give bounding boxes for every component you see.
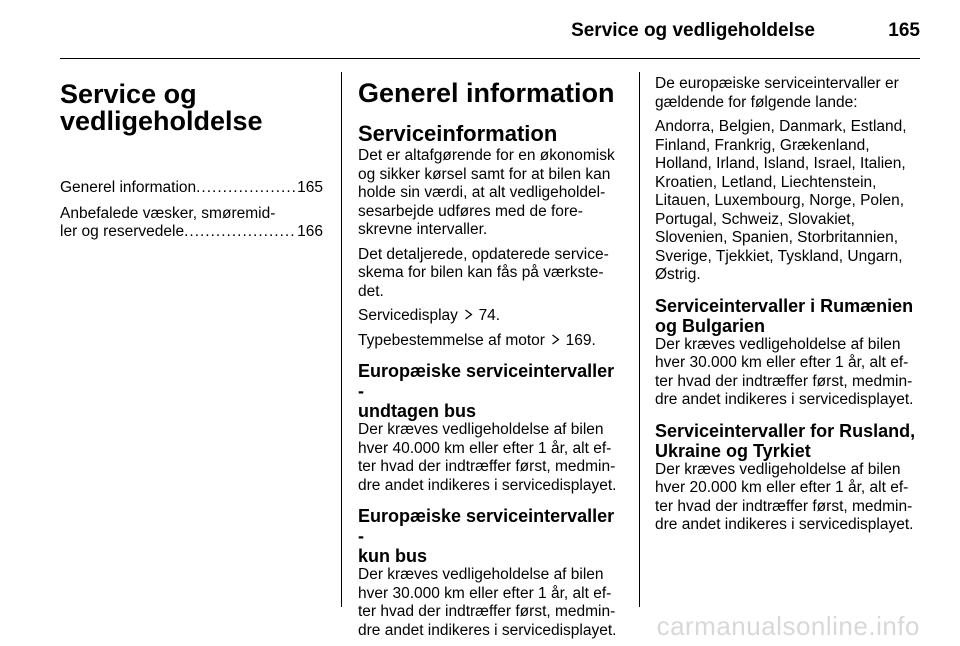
text-line: sesarbejde udføres med de fore-: [358, 202, 583, 220]
section-heading: Generel information: [358, 78, 615, 108]
watermark: carmanualsonline.info: [656, 611, 920, 641]
text-line: Holland, Irland, Island, Israel, Italien,: [655, 155, 906, 172]
reference-page: 74.: [478, 307, 501, 324]
toc-entry-page: 165: [297, 179, 323, 196]
paragraph-european-bus-only: [358, 566, 623, 640]
toc-entry-recommended-fluids[interactable]: [60, 205, 323, 242]
text-line: skema for bilen kan fås på værkste-: [358, 264, 604, 281]
text-line: holde sin værdi, at alt vedligeholdel-: [358, 184, 606, 201]
section-title-european-excluding-bus: [358, 361, 623, 421]
text-line: Det er altafgørende for en økonomisk: [358, 147, 615, 164]
section-title-line: Europæiske serviceintervaller -: [358, 506, 615, 546]
text-line: skrevne intervaller.: [358, 221, 488, 238]
text-line: hver 30.000 km eller efter 1 år, alt ef-: [358, 584, 612, 602]
paragraph-countries: [655, 118, 920, 285]
text-line: Andorra, Belgien, Danmark, Estland,: [655, 118, 907, 135]
text-line: gældende for følgende lande:: [655, 93, 858, 111]
reference-arrow-icon: [462, 307, 474, 326]
reference-type-designation[interactable]: [358, 332, 623, 351]
column-1: [60, 75, 323, 249]
text-line: Der kræves vedligeholdelse af bilen: [358, 566, 604, 583]
text-line: dre andet indikeres i servicedisplayet.: [655, 516, 914, 533]
column-divider-left: [341, 72, 342, 607]
column-divider-right: [639, 72, 640, 607]
text-line: og sikker kørsel samt for at bilen kan: [358, 165, 611, 183]
text-line: Østrig.: [655, 266, 701, 283]
section-title-line: Serviceintervaller i Rumænien: [655, 295, 914, 316]
text-line: Litauen, Luxembourg, Norge, Polen,: [655, 192, 905, 209]
section-title-line: Europæiske serviceintervaller -: [358, 361, 615, 401]
text-line: Slovenien, Spanien, Storbritannien,: [655, 229, 898, 246]
chapter-title: [60, 81, 323, 135]
text-line: dre andet indikeres i servicedisplayet.: [655, 391, 914, 408]
text-line: ter hvad der indtræffer først, medmin-: [655, 497, 913, 515]
text-line: Det detaljerede, opdaterede service-: [358, 245, 609, 263]
column-3: [655, 75, 920, 541]
text-line: Der kræves vedligeholdelse af bilen: [358, 421, 604, 438]
paragraph-schedule: [358, 246, 623, 302]
text-line: hver 40.000 km eller efter 1 år, alt ef-: [358, 439, 612, 457]
header-rule: [60, 58, 920, 59]
paragraph-russia-ukraine-turkey: [655, 461, 920, 535]
section-title-european-bus-only: [358, 506, 623, 566]
text-line: De europæiske serviceintervaller er: [655, 75, 899, 92]
toc-entry-text: ler og reservedele: [60, 223, 185, 240]
text-line: Kroatien, Letland, Liechtenstein,: [655, 173, 877, 191]
reference-page: 169.: [565, 331, 596, 349]
text-line: Der kræves vedligeholdelse af bilen: [655, 460, 901, 478]
subheading-serviceinformation: Serviceinformation: [358, 121, 558, 146]
paragraph-romania-bulgaria: [655, 336, 920, 410]
paragraph-european-excluding-bus: [358, 421, 623, 495]
paragraph-importance: [358, 147, 623, 240]
toc-entry-general-information[interactable]: [60, 179, 323, 198]
text-line: Finland, Frankrig, Grækenland,: [655, 136, 870, 154]
section-title-line: undtagen bus: [358, 401, 476, 421]
paragraph-intro: [655, 75, 920, 112]
text-line: Sverige, Tjekkiet, Tyskland, Ungarn,: [655, 247, 903, 265]
text-line: dre andet indikeres i servicedisplayet.: [358, 621, 617, 639]
text-line: ter hvad der indtræffer først, medmin-: [358, 603, 616, 620]
reference-text: Typebestemmelse af motor: [358, 331, 545, 349]
text-line: Der kræves vedligeholdelse af bilen: [655, 335, 901, 353]
section-title-romania-bulgaria: [655, 296, 920, 336]
text-line: ter hvad der indtræffer først, medmin-: [358, 458, 616, 475]
reference-arrow-icon: [549, 332, 561, 351]
section-title-line: kun bus: [358, 546, 428, 566]
text-line: ter hvad der indtræffer først, medmin-: [655, 372, 913, 390]
section-title-line: Serviceintervaller for Rusland,: [655, 420, 916, 441]
section-title-russia-ukraine-turkey: [655, 421, 920, 461]
page-number: 165: [888, 20, 920, 41]
toc-entry-text: Generel information: [60, 179, 197, 196]
toc-leader-dots: [184, 223, 295, 242]
column-2: [358, 75, 623, 646]
page-header-title: Service og vedligeholdelse: [571, 20, 815, 41]
chapter-title-line: vedligeholdelse: [60, 106, 263, 136]
text-line: det.: [358, 282, 384, 300]
text-line: hver 30.000 km eller efter 1 år, alt ef-: [655, 354, 909, 371]
text-line: dre andet indikeres i servicedisplayet.: [358, 476, 617, 494]
reference-servicedisplay[interactable]: [358, 307, 623, 326]
section-title-line: og Bulgarien: [655, 315, 766, 336]
section-title-line: Ukraine og Tyrkiet: [655, 440, 811, 461]
text-line: Portugal, Schweiz, Slovakiet,: [655, 210, 855, 228]
text-line: hver 20.000 km eller efter 1 år, alt ef-: [655, 479, 909, 496]
chapter-title-line: Service og: [60, 79, 197, 109]
toc-entry-text: Anbefalede væsker, smøremid-: [60, 204, 276, 222]
reference-text: Servicedisplay: [358, 307, 458, 324]
toc-leader-dots: [196, 179, 295, 198]
toc-entry-page: 166: [297, 223, 323, 240]
